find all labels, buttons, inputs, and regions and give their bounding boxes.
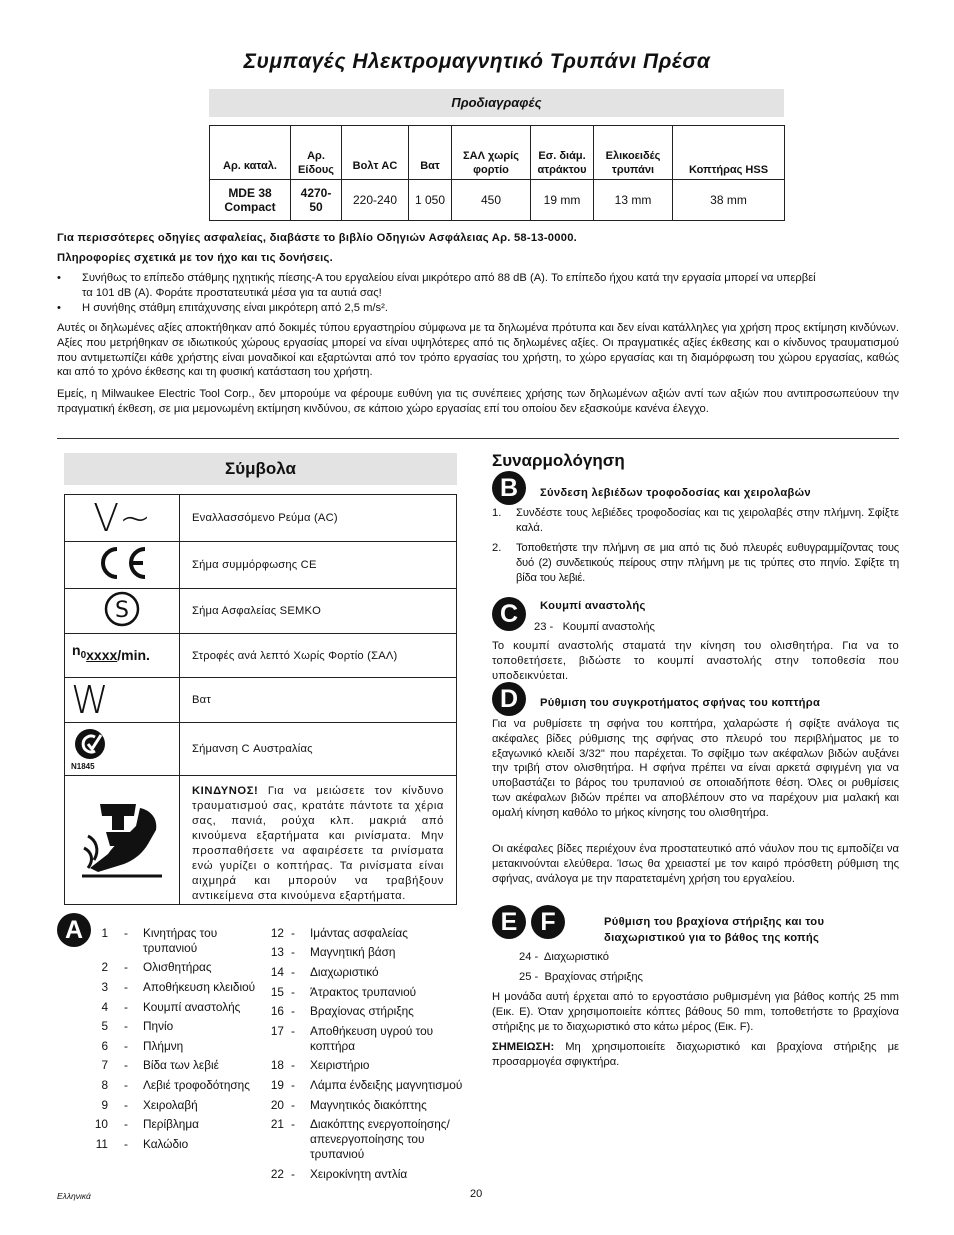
section-ef-note (492, 1040, 899, 1070)
c-tick-mark-icon (65, 723, 180, 776)
col-twist-drill: Ελικοειδές τρυπάνι (594, 126, 673, 180)
rpm-value: xxxx (86, 646, 118, 663)
col-item: Αρ. Είδους (291, 126, 342, 180)
col-watt: Βατ (409, 126, 452, 180)
part-24-item: 24 - Διαχωριστικό (519, 951, 609, 963)
note-text: Μη χρησιμοποιείτε διαχωριστικό και βραχίονα στήριξης με προσαρμογέα σφιγκτήρα. (492, 1041, 899, 1068)
rpm-icon (65, 634, 180, 678)
symbol-label: Βατ (180, 678, 457, 723)
rpm-n: n (72, 641, 81, 658)
step-number: 2. (492, 542, 502, 554)
figure-d-badge: D (492, 682, 526, 716)
legend-number: 10 (94, 1117, 108, 1131)
legend-number: 6 (101, 1039, 108, 1053)
legend-label: Διαχωριστικό (310, 965, 379, 979)
section-c-title: Κουμπί αναστολής (540, 600, 646, 612)
legend-dash: - (124, 1117, 128, 1131)
ac-current-glyph: V~ (93, 496, 151, 540)
legend-number: 3 (101, 980, 108, 994)
part-25-item: 25 - Βραχίονας στήριξης (519, 971, 643, 983)
footer-language: Ελληνικά (57, 1191, 91, 1201)
cell-volt: 220-240 (342, 180, 409, 221)
col-catalog: Αρ. καταλ. (210, 126, 291, 180)
legend-label: Βραχίονας στήριξης (310, 1004, 414, 1018)
legend-number: 5 (101, 1019, 108, 1033)
bullet-dot: • (57, 302, 61, 314)
legend-label: Καλώδιο (143, 1137, 189, 1151)
legend-number: 8 (101, 1078, 108, 1092)
symbols-heading: Σύμβολα (64, 453, 457, 485)
cell-hss-cutter: 38 mm (673, 180, 785, 221)
legend-dash: - (291, 1058, 295, 1072)
assembly-heading: Συναρμολόγηση (492, 451, 625, 470)
figure-c-badge: C (492, 597, 526, 631)
declared-values-paragraph: Αυτές οι δηλωμένες αξίες αποκτήθηκαν από δοκιμές τύπου εργαστηρίου σύμφωνα με τα δηλωμένα πρότυπα και δεν είναι κατάλληλες για χρήση προς εκτίμηση κινδύνων. Αξίες που μετρήθηκαν σε ιδιωτικούς χώρους εργασίας μπορεί να είναι υψηλότερες από τις δηλωμένες αξίες. Οι πραγματικές αξίες έκθεσης και ο κίνδυνος τραυματισμού που αντιμετωπίζει κάθε χρήστης είναι μοναδικοί και εξαρτώνται από τον τρόπο εργασίας του χρήστη, το χώρο εργασίας και τη διαμόρφωση του χώρου εργασίας, καθώς και από το χρόνο έκθεσης και τη φυσική κατάσταση του χρήστη. (57, 322, 899, 379)
section-d-title: Ρύθμιση του συγκροτήματος σφήνας του κοπτήρα (540, 697, 821, 709)
section-ef-title-2: διαχωριστικού για το βάθος της κοπής (604, 932, 820, 944)
legend-dash: - (291, 1004, 295, 1018)
symbol-label: Σήμα συμμόρφωσης CE (180, 542, 457, 589)
legend-dash: - (291, 926, 295, 940)
legend-label: Λεβιέ τροφοδότησης (143, 1078, 250, 1092)
legend-number: 21 (270, 1117, 284, 1131)
legend-dash: - (124, 926, 128, 940)
specs-heading: Προδιαγραφές (209, 89, 784, 117)
cell-rpm: 450 (452, 180, 531, 221)
danger-warning (180, 776, 457, 905)
legend-label: Λάμπα ένδειξης μαγνητισμού (310, 1078, 463, 1092)
legend-number: 1 (101, 926, 108, 940)
section-d-text-2: Οι ακέφαλες βίδες περιέχουν ένα προστατευτικό από νάυλον που τις εμποδίζει να μετακινούνται ελεύθερα. Ίσως θα χρειαστεί με τον καιρό πρόσθετη ρύθμιση της σφήνας, ανάλογα με την παρατεταμένη χρήση του εργαλείου. (492, 843, 899, 885)
legend-label: Κινητήρας του τρυπανιού (143, 926, 218, 955)
danger-label: ΚΙΝΔΥΝΟΣ! (192, 785, 259, 797)
legend-dash: - (291, 1024, 295, 1038)
page-number: 20 (470, 1188, 483, 1200)
legend-label: Περίβλημα (143, 1117, 199, 1131)
figure-e-badge: E (492, 905, 526, 939)
legend-label: Ολισθητήρας (143, 960, 212, 974)
legend-number: 13 (270, 945, 284, 959)
legend-label: Μαγνητικός διακόπτης (310, 1098, 427, 1112)
legend-number: 9 (101, 1098, 108, 1112)
legend-label: Ιμάντας ασφαλείας (310, 926, 408, 940)
legend-dash: - (291, 1117, 295, 1131)
legend-number: 7 (101, 1058, 108, 1072)
col-spindle: Εσ. διάμ. ατράκτου (531, 126, 594, 180)
cell-twist-drill: 13 mm (594, 180, 673, 221)
legend-number: 18 (270, 1058, 284, 1072)
legend-dash: - (291, 985, 295, 999)
legend-label: Βίδα των λεβιέ (143, 1058, 219, 1072)
col-rpm: ΣΑΛ χωρίς φορτίο (452, 126, 531, 180)
legend-label: Μαγνητική βάση (310, 945, 396, 959)
noise-bullet-line2: τα 101 dB (A). Φοράτε προστατευτικά μέσα για τα αυτιά σας! (82, 287, 382, 299)
danger-text: Για να μειώσετε τον κίνδυνο τραυματισμού σας, κρατάτε πάντοτε τα χέρια σας, πανιά, ρούχα κλπ. μακριά από κινούμενα εξαρτήματα και ρινίσματα. Μην προσπαθήσετε να αφαιρέσετε τα ρινίσματα ενώ γυρίζει ο κοπτήρας. Τα ρινίσματα είναι αιχμηρά και μπορούν να τραβήξουν αντικείμενα στα κινούμενα εξαρτήματα. (192, 785, 444, 902)
legend-dash: - (291, 1098, 295, 1112)
section-ef-title-1: Ρύθμιση του βραχίονα στήριξης και του (604, 916, 825, 928)
section-b-title: Σύνδεση λεβιέδων τροφοδοσίας και χειρολαβών (540, 487, 811, 499)
semko-mark-icon (65, 589, 180, 634)
step-2-text: Τοποθετήστε την πλήμνη σε μια από τις δυό πλευρές ευθυγραμμίζοντας τους δυό (2) συνδετικούς πείρους στην πλήμνη με τις τρύπες στο πηνίο. Σφίξτε τη βίδα του λεβιέ. (516, 542, 899, 584)
page-title: Συμπαγές Ηλεκτρομαγνητικό Τρυπάνι Πρέσα (243, 50, 711, 73)
cell-watt: 1 050 (409, 180, 452, 221)
legend-number: 15 (270, 985, 284, 999)
section-c-text: Το κουμπί αναστολής σταματά την κίνηση του ολισθητήρα. Για να το τοποθετήσετε, βιδώστε το κουμπί αναστολής στην τοποθεσία που υποδεικνύεται. (492, 640, 899, 682)
legend-number: 2 (101, 960, 108, 974)
danger-hand-icon (65, 776, 180, 905)
legend-label: Χειροκίνητη αντλία (310, 1167, 408, 1181)
col-volt: Βολτ AC (342, 126, 409, 180)
legend-dash: - (124, 1019, 128, 1033)
step-1-text: Συνδέστε τους λεβιέδες τροφοδοσίας και τις χειρολαβές στην πλήμνη. Σφίξτε καλά. (516, 507, 899, 534)
legend-number: 19 (270, 1078, 284, 1092)
step-number: 1. (492, 507, 502, 519)
legend-dash: - (124, 1000, 128, 1014)
specs-table (209, 125, 785, 221)
safety-reference: Για περισσότερες οδηγίες ασφαλείας, διαβάστε το βιβλίο Οδηγιών Ασφάλειας Αρ. 58-13-0000. (57, 232, 578, 244)
bullet-dot: • (57, 272, 61, 284)
legend-label: Άτρακτος τρυπανιού (310, 985, 417, 999)
legend-label: Διακόπτης ενεργοποίησης/ απενεργοποίησης του τρυπανιού (310, 1117, 450, 1161)
legend-dash: - (291, 965, 295, 979)
legend-dash: - (124, 980, 128, 994)
note-label: ΣΗΜΕΙΩΣΗ: (492, 1041, 555, 1053)
col-hss-cutter: Κοπτήρας HSS (673, 126, 785, 180)
legend-label: Αποθήκευση υγρού του κοπτήρα (310, 1024, 434, 1053)
legend-dash: - (124, 1039, 128, 1053)
rpm-sub: 0 (80, 649, 87, 661)
figure-f-badge: F (531, 905, 565, 939)
legend-label: Πλήμνη (143, 1039, 184, 1053)
legend-dash: - (291, 1078, 295, 1092)
legend-dash: - (124, 1098, 128, 1112)
watt-icon (65, 678, 180, 723)
cell-spindle: 19 mm (531, 180, 594, 221)
figure-a-badge: A (57, 913, 91, 947)
section-ef-text: Η μονάδα αυτή έρχεται από το εργοστάσιο ρυθμισμένη για βάθος κοπής 25 mm (Εικ. E). Όταν χρησιμοποιείτε κόπτες βάθους 50 mm, τοποθετήστε το βραχίονα στήριξης με το διαχωριστικό στο κάτω μέρος (Εικ. F). (492, 991, 899, 1033)
c-tick-code: N1845 (71, 761, 95, 771)
legend-label: Χειριστήριο (310, 1058, 370, 1072)
legend-number: 12 (270, 926, 284, 940)
legend-label: Κουμπί αναστολής (143, 1000, 241, 1014)
legend-dash: - (291, 945, 295, 959)
legend-dash: - (124, 1058, 128, 1072)
legend-dash: - (124, 960, 128, 974)
symbol-label: Στροφές ανά λεπτό Χωρίς Φορτίο (ΣΑΛ) (180, 634, 457, 678)
legend-number: 20 (270, 1098, 284, 1112)
legend-number: 14 (270, 965, 284, 979)
legend-label: Χειρολαβή (143, 1098, 198, 1112)
part-23-item: 23 - Κουμπί αναστολής (534, 621, 655, 633)
watt-glyph: W (71, 678, 109, 722)
legend-number: 17 (270, 1024, 284, 1038)
noise-bullet-line1: Συνήθως το επίπεδο στάθμης ηχητικής πίεσης-A του εργαλείου είναι μικρότερο από 88 dB (A). Το επίπεδο ήχου κατά την εργασία μπορεί να υπερβεί (82, 272, 816, 284)
cell-catalog: MDE 38 Compact (210, 180, 291, 221)
section-d-text-1: Για να ρυθμίσετε τη σφήνα του κοπτήρα, χαλαρώστε ή σφίξτε ανάλογα τις ακέφαλες βίδες ρύθμισης της σφήνας στο πλευρό του περιβλήματος με το εξαγωνικό κλειδί 3/32" που παρέχεται. Το σφίξιμο των ακέφαλων βιδών αυξάνει την τριβή στον ολισθητήρα. Η σφήνα πρέπει να είναι αρκετά σφιγμένη για να υποβαστάζει το βάρος του τρυπανιού σε οποιαδήποτε θέση. Όλες οι ρυθμίσεις των ακέφαλων βιδών πρέπει να αποβλέπουν στο να παρέχουν μια μαλακή και ομαλή κίνηση καθόλο το μήκος κίνησης του ολισθητήρα. (492, 718, 899, 819)
legend-dash: - (124, 1137, 128, 1151)
vibration-bullet: Η συνήθης στάθμη επιτάχυνσης είναι μικρότερη από 2,5 m/s². (82, 302, 388, 314)
symbols-table (64, 494, 457, 905)
divider (57, 438, 899, 439)
legend-number: 22 (270, 1167, 284, 1181)
legend-label: Αποθήκευση κλειδιού (143, 980, 256, 994)
legend-dash: - (291, 1167, 295, 1181)
ac-current-icon (65, 495, 180, 542)
svg-text:S: S (115, 597, 129, 623)
symbol-label: Σήμα Ασφαλείας SEMKO (180, 589, 457, 634)
symbol-label: Εναλλασσόμενο Ρεύμα (AC) (180, 495, 457, 542)
ce-mark-icon (65, 542, 180, 589)
rpm-unit: /min. (117, 646, 150, 663)
symbol-label: Σήμανση C Αυστραλίας (180, 723, 457, 776)
legend-number: 16 (270, 1004, 284, 1018)
noise-heading: Πληροφορίες σχετικά με τον ήχο και τις δονήσεις. (57, 252, 333, 264)
legend-label: Πηνίο (143, 1019, 174, 1033)
legend-number: 11 (95, 1137, 108, 1151)
cell-item: 4270-50 (291, 180, 342, 221)
legend-dash: - (124, 1078, 128, 1092)
legend-number: 4 (101, 1000, 108, 1014)
figure-b-badge: B (492, 471, 526, 505)
liability-paragraph: Εμείς, η Milwaukee Electric Tool Corp., δεν μπορούμε να φέρουμε ευθύνη για τις συνέπειες χρήσης των δηλωμένων αξιών αντί των αξιών που αντιπροσωπεύουν την πραγματική έκθεση, σε μια μεμονωμένη εκτίμηση κινδύνου, σε κάποιο χώρο εργασίας επί του οποίου δεν εξασκούμε κανένα έλεγχο. (57, 388, 899, 415)
